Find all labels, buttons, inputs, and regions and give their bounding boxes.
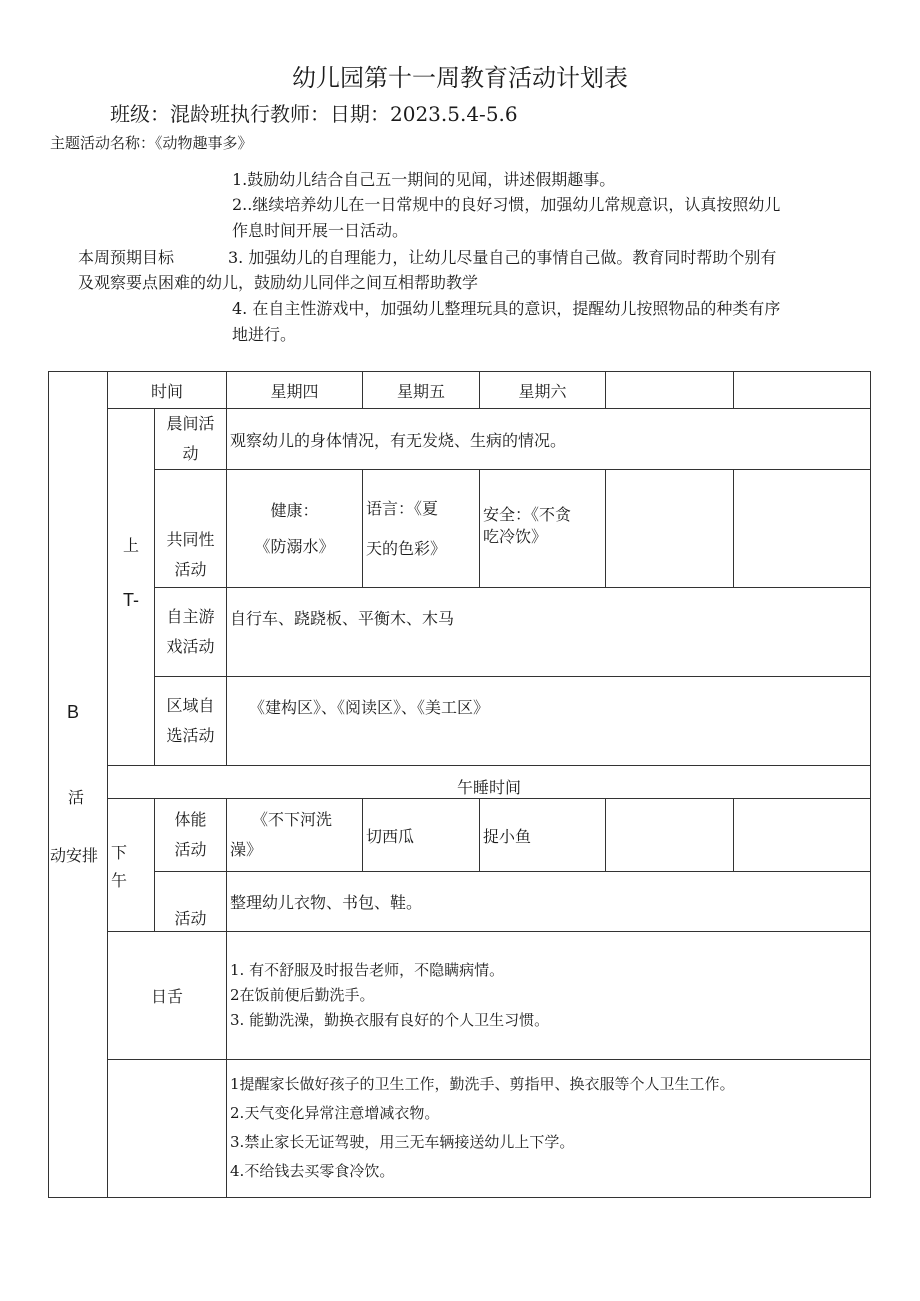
jz-item-4: 4.不给钱去买零食冷饮。 <box>230 1162 395 1180</box>
zizhu-a: 自主游 <box>166 607 215 626</box>
goal-2b: 作息时间开展一日活动。 <box>232 221 409 240</box>
tineng-empty-2 <box>734 799 871 872</box>
goal-2a: 2..继续培养幼儿在一日常规中的良好习惯，加强幼儿常规意识，认真按照幼儿 <box>232 195 781 214</box>
day-sat: 星期六 <box>480 372 606 409</box>
tn-thu-b: 澡》 <box>230 840 263 859</box>
morning-mark: T- <box>123 590 139 610</box>
tineng-thu <box>227 799 363 872</box>
sat-a: 安全：《不贪 <box>483 505 572 524</box>
goal-1: 1.鼓励幼儿结合自己五一期间的见闻，讲述假期趣事。 <box>232 170 616 189</box>
tn-thu-a: 《不下河洗 <box>252 810 333 829</box>
jiazhang-list <box>227 1060 871 1198</box>
day-thu: 星期四 <box>227 372 363 409</box>
rishe-item-1: 1. 有不舒服及时报告老师，不隐瞒病情。 <box>230 961 505 979</box>
zizhu-value: 自行车、跷跷板、平衡木、木马 <box>227 588 871 677</box>
rishe-item-3: 3. 能勤洗澡，勤换衣服有良好的个人卫生习惯。 <box>230 1011 550 1029</box>
afternoon-label <box>108 799 155 932</box>
morning-label <box>108 409 155 766</box>
jz-item-3: 3.禁止家长无证驾驶，用三无车辆接送幼儿上下学。 <box>230 1133 575 1151</box>
act-value: 整理幼儿衣物、书包、鞋。 <box>227 872 871 932</box>
tineng-b: 活动 <box>174 840 207 859</box>
gongtong-b: 活动 <box>174 560 207 579</box>
goal-3a: 3. 加强幼儿的自理能力，让幼儿尽量自己的事情自己做。教育同时帮助个别有 <box>228 248 777 267</box>
sat-b: 吃冷饮》 <box>483 527 548 546</box>
goal-4a: 4. 在自主性游戏中，加强幼儿整理玩具的意识，提醒幼儿按照物品的种类有序 <box>232 299 781 318</box>
jz-item-1: 1提醒家长做好孩子的卫生工作，勤洗手、剪指甲、换衣服等个人卫生工作。 <box>230 1075 735 1093</box>
rishe-label: 日舌 <box>108 932 227 1060</box>
gongtong-sat <box>480 470 606 588</box>
side-letter-b: B <box>67 702 80 722</box>
quyu-value: 《建构区》、《阅读区》、《美工区》 <box>227 677 871 766</box>
chenjian-a: 晨间活 <box>166 414 215 433</box>
class-info: 班级：混龄班执行教师：日期：2023.5.4-5.6 <box>110 102 518 126</box>
tineng-empty-1 <box>606 799 734 872</box>
chenjian-value: 观察幼儿的身体情况，有无发烧、生病的情况。 <box>227 409 871 470</box>
quyu-b: 选活动 <box>166 726 215 745</box>
time-header: 时间 <box>108 372 227 409</box>
row-tineng-label <box>155 799 227 872</box>
goal-label: 本周预期目标 <box>78 248 175 267</box>
afternoon-char: 下 <box>111 843 128 862</box>
fri-a: 语言：《夏 <box>366 498 439 518</box>
day-fri: 星期五 <box>363 372 480 409</box>
side-label-dong: 动安排 <box>50 846 99 865</box>
afternoon-char-2: 午 <box>111 871 128 890</box>
jiazhang-label <box>108 1060 227 1198</box>
morning-char: 上 <box>122 536 139 555</box>
tineng-fri: 切西瓜 <box>363 799 480 872</box>
row-chenjian-label <box>155 409 227 470</box>
row-gongtong-label <box>155 470 227 588</box>
gongtong-a: 共同性 <box>166 530 215 549</box>
rishe-item-2: 2在饭前便后勤洗手。 <box>230 986 375 1004</box>
row-act-label: 活动 <box>155 872 227 932</box>
rishe-list <box>227 932 871 1060</box>
side-label-huo: 活 <box>68 788 85 807</box>
gongtong-empty-1 <box>606 470 734 588</box>
nap-time: 午睡时间 <box>108 766 871 799</box>
thu-b: 《防溺水》 <box>254 536 335 556</box>
row-quyu-label <box>155 677 227 766</box>
goal-3b: 及观察要点困难的幼儿，鼓励幼儿同伴之间互相帮助教学 <box>78 273 479 292</box>
day-empty-2 <box>734 372 871 409</box>
tineng-sat: 捉小鱼 <box>480 799 606 872</box>
quyu-a: 区域自 <box>166 696 215 715</box>
theme-name: 主题活动名称：《动物趣事多》 <box>50 134 253 152</box>
row-zizhu-label <box>155 588 227 677</box>
zizhu-b: 戏活动 <box>166 637 215 656</box>
chenjian-b: 动 <box>182 444 199 463</box>
page-title: 幼儿园第十一周教育活动计划表 <box>292 64 628 92</box>
jz-item-2: 2.天气变化异常注意增减衣物。 <box>230 1104 440 1122</box>
goal-4b: 地进行。 <box>232 325 297 344</box>
gongtong-empty-2 <box>734 470 871 588</box>
fri-b: 天的色彩》 <box>366 538 447 558</box>
thu-a: 健康： <box>270 500 319 520</box>
day-empty-1 <box>606 372 734 409</box>
tineng-a: 体能 <box>174 810 207 829</box>
gongtong-fri <box>363 470 480 588</box>
plan-table <box>48 371 871 1198</box>
gongtong-thu <box>227 470 363 588</box>
